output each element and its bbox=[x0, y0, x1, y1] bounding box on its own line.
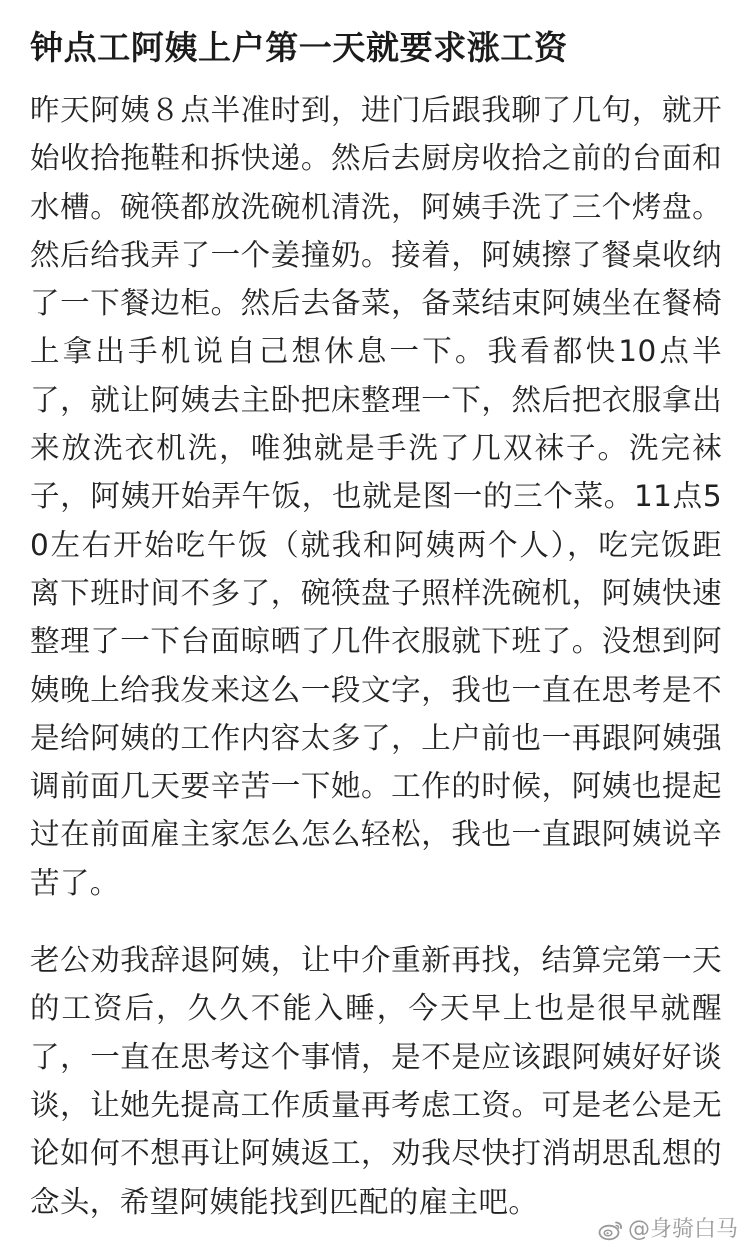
post-paragraph-1: 昨天阿姨８点半准时到，进门后跟我聊了几句，就开始收拾拖鞋和拆快递。然后去厨房收拾之前的台面和水槽。碗筷都放洗碗机清洗，阿姨手洗了三个烤盘。然后给我弄了一个姜撞奶。接着，阿姨擦了餐桌收纳了一下餐边柜。然后去备菜，备菜结束阿姨坐在餐椅上拿出手机说自己想休息一下。我看都快10点半了，就让阿姨去主卧把床整理一下，然后把衣服拿出来放洗衣机洗，唯独就是手洗了几双袜子。洗完袜子，阿姨开始弄午饭，也就是图一的三个菜。11点50左右开始吃午饭（就我和阿姨两个人），吃完饭距离下班时间不多了，碗筷盘子照样洗碗机，阿姨快速整理了一下台面晾晒了几件衣服就下班了。没想到阿姨晚上给我发来这么一段文字，我也一直在思考是不是给阿姨的工作内容太多了，上户前也一再跟阿姨强调前面几天要辛苦一下她。工作的时候，阿姨也提起过在前面雇主家怎么怎么轻松，我也一直跟阿姨说辛苦了。 bbox=[30, 93, 722, 900]
weibo-icon bbox=[598, 1219, 624, 1241]
post-paragraph-2: 老公劝我辞退阿姨，让中介重新再找，结算完第一天的工资后，久久不能入睡，今天早上也是很早就醒了，一直在思考这个事情，是不是应该跟阿姨好好谈谈，让她先提高工作质量再考虑工资。可是老公是无论如何不想再让阿姨返工，劝我尽快打消胡思乱想的念头，希望阿姨能找到匹配的雇主吧。 bbox=[30, 943, 722, 1219]
post-title: 钟点工阿姨上户第一天就要求涨工资 bbox=[30, 28, 568, 67]
weibo-watermark bbox=[594, 1215, 744, 1245]
watermark-handle: @身骑白马 bbox=[627, 1217, 738, 1242]
